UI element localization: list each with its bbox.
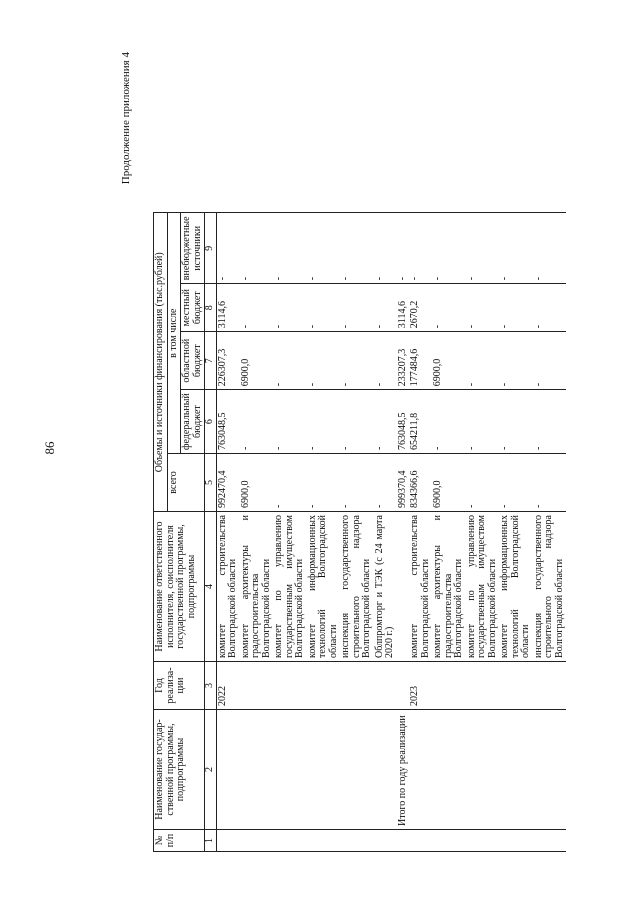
cell-local: -	[240, 284, 274, 332]
cell-year: 2022	[216, 662, 240, 710]
table-row	[499, 213, 533, 852]
cell-local: -	[307, 284, 341, 332]
cell-executor: комитет по управлению государственным имуществом Волгоградской области	[466, 512, 500, 662]
cell-regional: -	[466, 332, 500, 390]
cell-federal: -	[340, 390, 374, 454]
cell-regional: -	[273, 332, 307, 390]
cell-total: -	[340, 454, 374, 512]
cell-extra: -	[374, 213, 397, 284]
cell-federal: 763048,5	[397, 390, 410, 454]
table-row	[409, 213, 432, 852]
cell-extra: -	[273, 213, 307, 284]
table-row	[240, 213, 274, 852]
cell-total: 992470,4	[216, 454, 240, 512]
cell-num	[374, 830, 397, 852]
cell-program	[216, 710, 240, 830]
cell-regional: 233207,3	[397, 332, 410, 390]
cell-num	[397, 830, 410, 852]
cell-year: 2023	[409, 662, 432, 710]
table-row	[216, 213, 240, 852]
cell-program	[409, 710, 432, 830]
cell-federal: -	[374, 390, 397, 454]
cell-federal: -	[432, 390, 466, 454]
header-extrabudget: внебюджетные источники	[181, 213, 205, 284]
cell-extra: -	[307, 213, 341, 284]
cell-executor: комитет по управлению государственным имуществом Волгоградской области	[273, 512, 307, 662]
cell-num	[307, 830, 341, 852]
header-incl: в том числе	[167, 213, 181, 454]
cell-num	[409, 830, 432, 852]
cell-executor	[397, 512, 410, 662]
cell-year	[533, 662, 567, 710]
cell-local: -	[374, 284, 397, 332]
cell-total: -	[273, 454, 307, 512]
cell-regional: -	[307, 332, 341, 390]
cell-program	[340, 710, 374, 830]
cell-total-label: Итого по году реализации	[397, 710, 410, 830]
table-row	[533, 213, 567, 852]
cell-executor: Облпромторг и ТЭК (с 24 марта 2020 г.)	[374, 512, 397, 662]
cell-federal: -	[466, 390, 500, 454]
cell-local: -	[466, 284, 500, 332]
cell-extra: -	[409, 213, 432, 284]
cell-program	[499, 710, 533, 830]
cell-regional: -	[340, 332, 374, 390]
cell-federal: -	[240, 390, 274, 454]
cell-federal: -	[273, 390, 307, 454]
cell-program	[466, 710, 500, 830]
cell-executor: комитет архитектуры и градостроительства Волгоградской области	[240, 512, 274, 662]
cell-regional: -	[374, 332, 397, 390]
header-program-name: Наименование государ-ственной программы, подпрограммы	[154, 710, 205, 830]
header-total: всего	[167, 454, 205, 512]
cell-extra: -	[340, 213, 374, 284]
cell-program	[273, 710, 307, 830]
cell-num	[466, 830, 500, 852]
table-row	[432, 213, 466, 852]
header-regional: областной бюджет	[181, 332, 205, 390]
col-number: 5	[205, 454, 217, 512]
cell-num	[240, 830, 274, 852]
cell-regional: -	[533, 332, 567, 390]
cell-executor: комитет архитектуры и градостроительства Волгоградской области	[432, 512, 466, 662]
cell-executor: комитет информационных технологий Волгоградской области	[499, 512, 533, 662]
header-local: местный бюджет	[181, 284, 205, 332]
cell-program	[533, 710, 567, 830]
page-number: 86	[42, 441, 57, 455]
col-number: 8	[205, 284, 217, 332]
cell-local: -	[273, 284, 307, 332]
cell-extra: -	[499, 213, 533, 284]
cell-extra: -	[533, 213, 567, 284]
cell-local: 3114,6	[397, 284, 410, 332]
cell-extra: -	[432, 213, 466, 284]
table-row	[307, 213, 341, 852]
cell-federal: -	[307, 390, 341, 454]
cell-total: -	[307, 454, 341, 512]
cell-num	[216, 830, 240, 852]
table-row	[340, 213, 374, 852]
cell-local: -	[533, 284, 567, 332]
cell-regional: -	[499, 332, 533, 390]
cell-extra: -	[466, 213, 500, 284]
header-volumes	[154, 213, 168, 512]
header-federal: федеральный бюджет	[181, 390, 205, 454]
cell-total: 834366,6	[409, 454, 432, 512]
cell-year	[499, 662, 533, 710]
cell-year	[340, 662, 374, 710]
total-row	[397, 213, 410, 852]
col-number: 4	[205, 512, 217, 662]
cell-executor: инспекция государственного строительного надзора Волгоградской области	[340, 512, 374, 662]
cell-year	[397, 662, 410, 710]
col-number: 2	[205, 710, 217, 830]
cell-total: -	[499, 454, 533, 512]
cell-regional: 6900,0	[432, 332, 466, 390]
header-executor: Наименование ответственного исполнителя, соисполнителя государственной программы, подпрограммы	[154, 512, 205, 662]
col-number: 6	[205, 390, 217, 454]
cell-num	[432, 830, 466, 852]
rotated-page-content	[120, 52, 620, 852]
financing-table	[153, 212, 566, 852]
cell-year	[432, 662, 466, 710]
cell-total: -	[533, 454, 567, 512]
cell-total: -	[466, 454, 500, 512]
cell-regional: 6900,0	[240, 332, 274, 390]
cell-federal: 654211,8	[409, 390, 432, 454]
cell-federal: 763048,5	[216, 390, 240, 454]
cell-num	[533, 830, 567, 852]
cell-year	[240, 662, 274, 710]
cell-local: -	[340, 284, 374, 332]
header-volumes-unit: (тыс.рублей)	[154, 252, 165, 307]
header-num: № п/п	[154, 830, 205, 852]
col-number: 1	[205, 830, 217, 852]
cell-executor: инспекция государственного строительного надзора Волгоградской области	[533, 512, 567, 662]
cell-regional: 226307,3	[216, 332, 240, 390]
cell-extra: -	[397, 213, 410, 284]
table-row	[273, 213, 307, 852]
cell-local: -	[432, 284, 466, 332]
cell-local: 2670,2	[409, 284, 432, 332]
header-year: Год реализа-ции	[154, 662, 205, 710]
col-number: 3	[205, 662, 217, 710]
cell-num	[499, 830, 533, 852]
cell-num	[273, 830, 307, 852]
cell-extra: -	[216, 213, 240, 284]
table-row	[374, 213, 397, 852]
cell-extra: -	[240, 213, 274, 284]
cell-local: -	[499, 284, 533, 332]
cell-program	[374, 710, 397, 830]
cell-total: 6900,0	[432, 454, 466, 512]
cell-total: 999370,4	[397, 454, 410, 512]
cell-total: -	[374, 454, 397, 512]
cell-program	[432, 710, 466, 830]
cell-federal: -	[499, 390, 533, 454]
cell-year	[273, 662, 307, 710]
cell-regional: 177484,6	[409, 332, 432, 390]
cell-local: 3114,6	[216, 284, 240, 332]
cell-executor: комитет информационных технологий Волгоградской области	[307, 512, 341, 662]
cell-program	[240, 710, 274, 830]
col-number: 7	[205, 332, 217, 390]
header-volumes-text: Объемы и источники финансирования	[154, 308, 165, 473]
table-row	[466, 213, 500, 852]
cell-program	[307, 710, 341, 830]
cell-year	[374, 662, 397, 710]
cell-num	[340, 830, 374, 852]
cell-total: 6900,0	[240, 454, 274, 512]
cell-executor: комитет строительства Волгоградской области	[216, 512, 240, 662]
cell-executor: комитет строительства Волгоградской области	[409, 512, 432, 662]
cell-year	[466, 662, 500, 710]
col-number: 9	[205, 213, 217, 284]
continuation-note: Продолжение приложения 4	[120, 52, 132, 185]
cell-federal: -	[533, 390, 567, 454]
cell-year	[307, 662, 341, 710]
